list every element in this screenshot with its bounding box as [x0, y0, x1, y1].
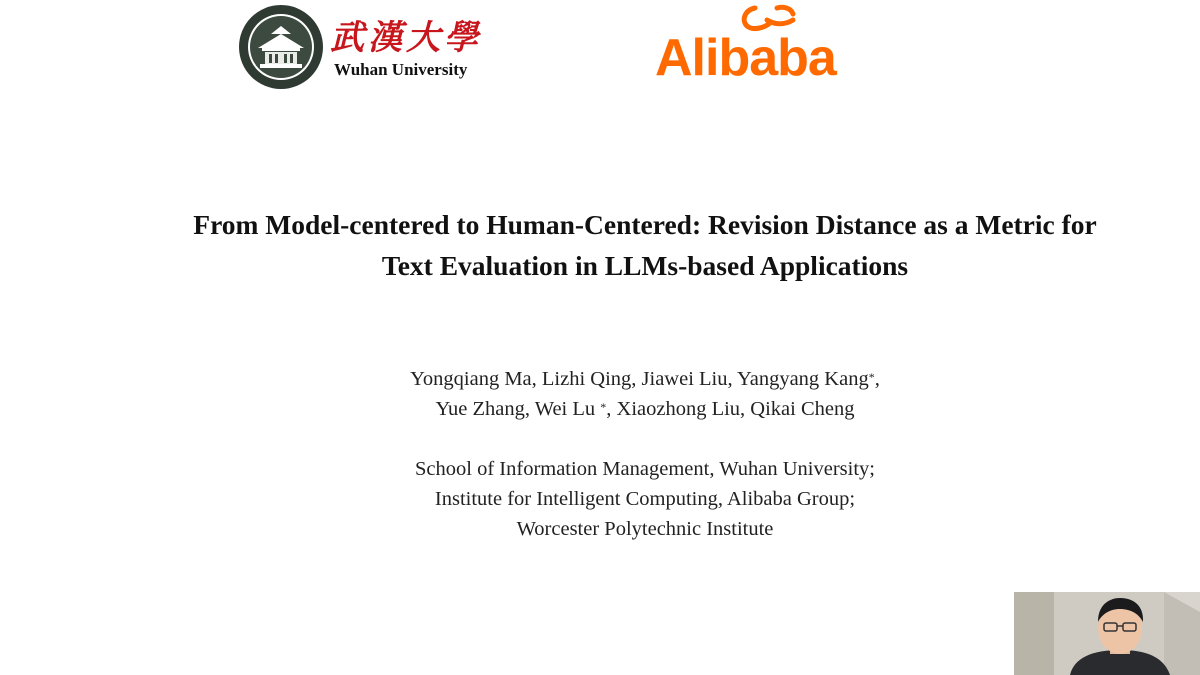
author-list — [300, 364, 990, 424]
slide-title — [60, 204, 1200, 286]
title-line-2: Text Evaluation in LLMs-based Applications — [381, 250, 909, 281]
wuhan-university-seal-icon — [238, 4, 324, 90]
author-line-1 — [300, 364, 990, 394]
affiliation-item: Worcester Polytechnic Institute — [516, 518, 774, 540]
alibaba-logo — [655, 2, 885, 87]
corresponding-mark: * — [600, 400, 607, 414]
author-names-2a: Yue Zhang, Wei Lu — [435, 398, 601, 420]
author-line-2 — [300, 394, 990, 424]
wuhan-university-logo — [238, 4, 480, 90]
author-names-1: Yongqiang Ma, Lizhi Qing, Jiawei Liu, Yangyang Kang — [410, 368, 869, 390]
wuhan-university-english-name: Wuhan University — [334, 60, 468, 79]
wuhan-university-chinese-name: 武漢大學 — [330, 18, 482, 58]
affiliation-item: School of Information Management, Wuhan University; — [415, 458, 875, 480]
presenter-webcam — [1014, 592, 1200, 675]
presenter-video-icon — [1014, 592, 1200, 675]
corresponding-mark: * — [868, 370, 875, 384]
author-names-2b: , Xiaozhong Liu, Qikai Cheng — [606, 398, 855, 420]
author-line-1-tail: , — [874, 368, 880, 390]
alibaba-wordmark: Alibaba — [655, 29, 836, 87]
affiliation-item: Institute for Intelligent Computing, Alibaba Group; — [434, 488, 856, 510]
title-line-1: From Model-centered to Human-Centered: Revision Distance as a Metric for — [193, 209, 1097, 240]
affiliation-list — [300, 454, 990, 544]
